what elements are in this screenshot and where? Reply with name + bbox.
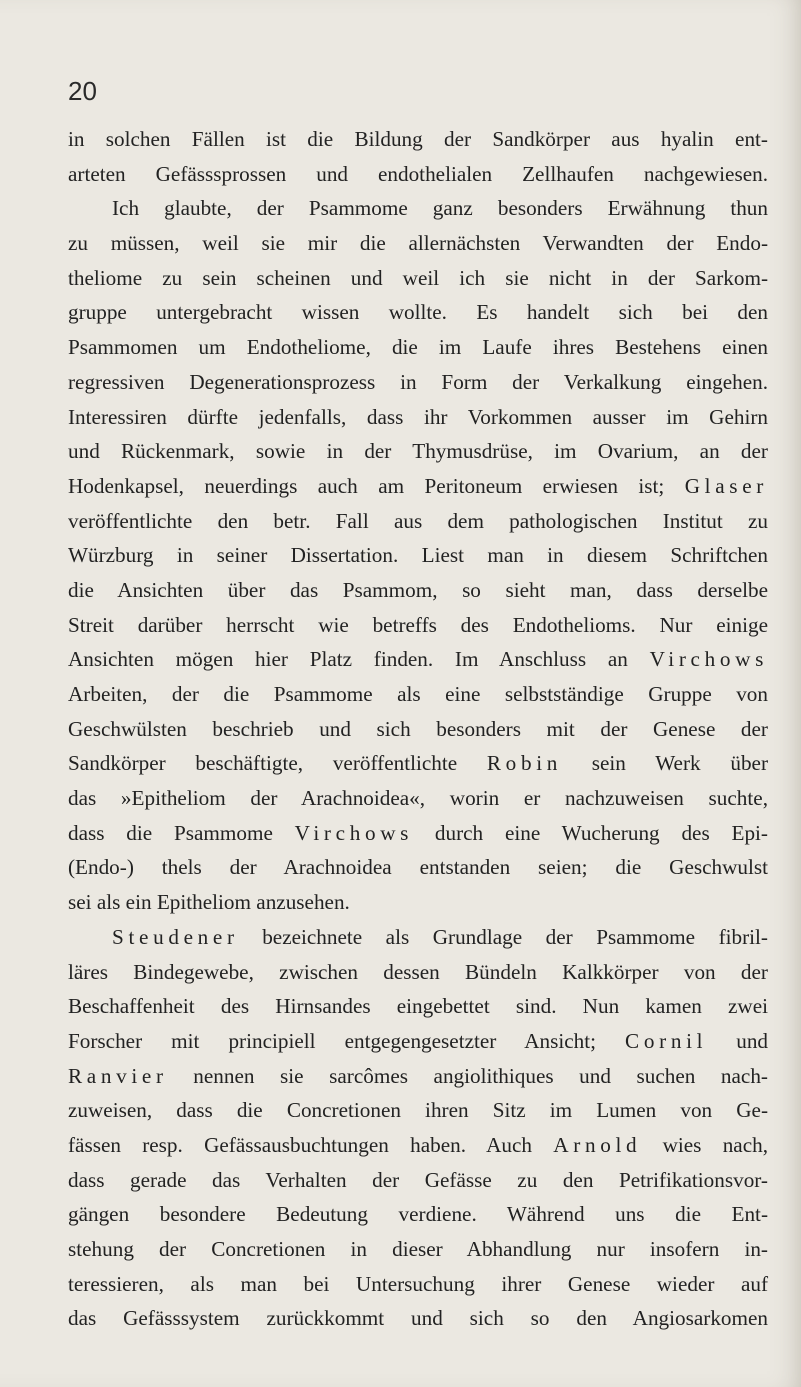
text-line (68, 1301, 768, 1336)
text-segment: Sandkörper beschäftigte, veröffentlichte (68, 751, 487, 776)
text-line (68, 469, 768, 504)
text-line (68, 226, 768, 261)
text-segment: das Gefässsystem zurückkommt und sich so den Angiosarkomen (68, 1306, 768, 1331)
text-line (68, 573, 768, 608)
text-line (68, 781, 768, 816)
text-line (68, 538, 768, 573)
text-segment: dass gerade das Verhalten der Gefässe zu den Petrifikationsvor- (68, 1167, 768, 1192)
text-segment: theliome zu sein scheinen und weil ich sie nicht in der Sarkom- (68, 265, 768, 290)
text-segment: sein Werk über (562, 751, 768, 776)
text-segment: sei als ein Epitheliom anzusehen. (68, 890, 350, 915)
text-segment: und Rückenmark, sowie in der Thymusdrüse, im Ovarium, an der (68, 439, 768, 464)
text-segment: bezeichnete als Grundlage der Psammome fibril- (238, 924, 768, 949)
page-number: 20 (68, 76, 97, 106)
text-segment: zuweisen, dass die Concretionen ihren Sitz im Lumen von Ge- (68, 1098, 768, 1123)
text-segment: zu müssen, weil sie mir die allernächsten Verwandten der Endo- (68, 231, 768, 256)
text-segment: Interessiren dürfte jedenfalls, dass ihr Vorkommen ausser im Gehirn (68, 404, 768, 429)
text-line (68, 1163, 768, 1198)
text-segment: Arbeiten, der die Psammome als eine selbstständige Gruppe von (68, 682, 768, 706)
spaced-name: Cornil (625, 1028, 708, 1053)
text-line (68, 955, 768, 990)
text-line (68, 400, 768, 435)
text-line (68, 712, 768, 747)
text-line (68, 1232, 768, 1267)
spaced-name: Robin (486, 751, 563, 776)
text-line (68, 608, 768, 643)
text-line (68, 816, 768, 851)
text-line (68, 261, 768, 296)
spaced-name: Glaser (684, 473, 768, 498)
text-line (68, 885, 768, 920)
text-segment: (Endo-) thels der Arachnoidea entstanden seien; die Geschwulst (68, 855, 768, 880)
text-segment: veröffentlichte den betr. Fall aus dem pathologischen Institut zu (68, 508, 768, 533)
text-line (68, 677, 768, 712)
text-segment: Streit darüber herrscht wie betreffs des Endothelioms. Nur einige (68, 612, 768, 637)
text-line (68, 157, 768, 192)
text-segment: regressiven Degenerationsprozess in Form der Verkalkung eingehen. (68, 369, 768, 394)
text-segment: und (707, 1028, 769, 1053)
text-line (68, 1059, 768, 1094)
text-line (68, 1267, 768, 1302)
text-line (68, 746, 768, 781)
text-segment: stehung der Concretionen in dieser Abhandlung nur insofern in- (68, 1237, 768, 1261)
text-segment: Psammomen um Endotheliome, die im Laufe ihres Bestehens einen (68, 335, 768, 360)
text-segment: Forscher mit principiell entgegengesetzter Ansicht; (68, 1028, 626, 1053)
body-text (68, 122, 768, 1336)
text-line (68, 330, 768, 365)
text-line (68, 1024, 768, 1059)
text-segment: die Ansichten über das Psammom, so sieht man, dass derselbe (68, 577, 768, 602)
text-line (68, 122, 768, 157)
text-segment: Beschaffenheit des Hirnsandes eingebettet sind. Nun kamen zwei (68, 994, 768, 1019)
text-line (68, 191, 768, 226)
text-segment: dass die Psammome (68, 820, 295, 845)
text-segment: nennen sie sarcômes angiolithiques und suchen nach- (167, 1063, 768, 1088)
text-segment: gruppe untergebracht wissen wollte. Es handelt sich bei den (68, 300, 768, 325)
text-segment: Ansichten mögen hier Platz finden. Im Anschluss an (68, 647, 650, 672)
text-line (68, 1197, 768, 1232)
text-segment: läres Bindegewebe, zwischen dessen Bündeln Kalkkörper von der (68, 959, 768, 984)
text-line (68, 434, 768, 469)
text-line (68, 1093, 768, 1128)
text-segment: arteten Gefässsprossen und endothelialen Zellhaufen nachgewiesen. (68, 161, 768, 186)
text-line (68, 295, 768, 330)
text-segment: Geschwülsten beschrieb und sich besonders mit der Genese der (68, 716, 768, 741)
text-line (68, 504, 768, 539)
text-line (68, 365, 768, 400)
text-segment: gängen besondere Bedeutung verdiene. Während uns die Ent- (68, 1202, 768, 1227)
text-line (68, 850, 768, 885)
spaced-name: Virchows (294, 820, 414, 845)
spaced-name: Ranvier (68, 1063, 168, 1088)
text-segment: durch eine Wucherung des Epi- (413, 820, 768, 845)
text-segment: das »Epitheliom der Arachnoidea«, worin er nachzuweisen suchte, (68, 786, 768, 811)
text-segment: Würzburg in seiner Dissertation. Liest man in diesem Schriftchen (68, 543, 768, 568)
text-segment: Ich glaubte, der Psammome ganz besonders Erwähnung thun (112, 196, 768, 221)
spaced-name: Virchows (649, 647, 768, 672)
text-line (68, 920, 768, 955)
text-segment: Hodenkapsel, neuerdings auch am Peritoneum erwiesen ist; (68, 473, 685, 498)
spaced-name: Steudener (112, 924, 239, 949)
text-line (68, 989, 768, 1024)
text-segment: fässen resp. Gefässausbuchtungen haben. Auch (68, 1132, 554, 1157)
spaced-name: Arnold (553, 1132, 642, 1157)
text-segment: in solchen Fällen ist die Bildung der Sandkörper aus hyalin ent- (68, 127, 768, 151)
text-segment: wies nach, (641, 1132, 768, 1157)
text-line (68, 1128, 768, 1163)
text-segment: teressieren, als man bei Untersuchung ihrer Genese wieder auf (68, 1271, 768, 1296)
text-line (68, 642, 768, 677)
